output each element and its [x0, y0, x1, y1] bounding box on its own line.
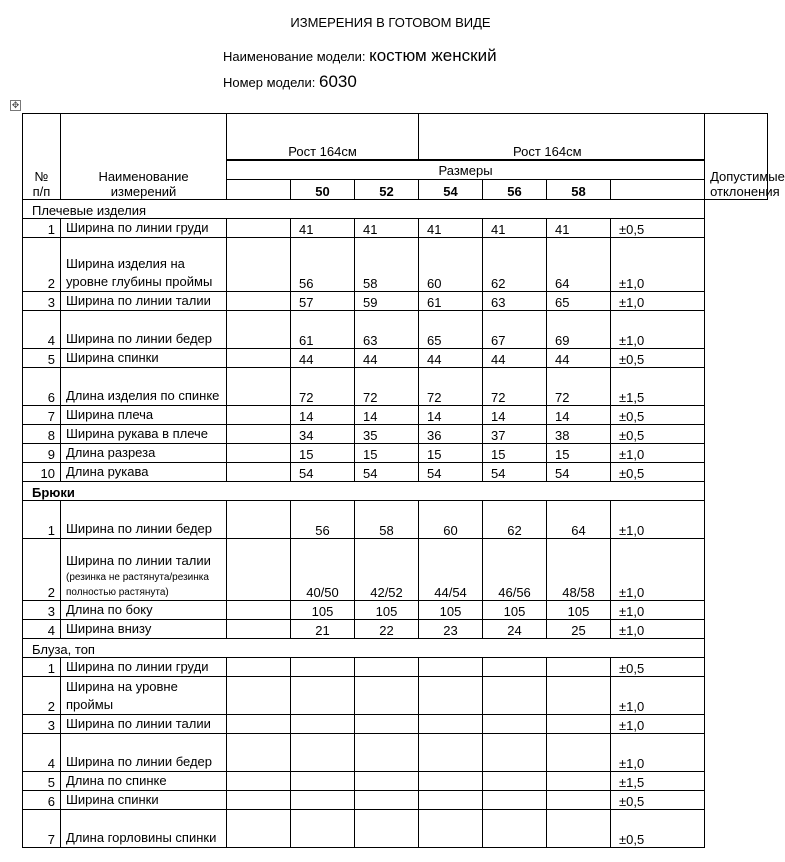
size-value-cell: 15 — [355, 444, 419, 463]
empty-cell — [227, 734, 291, 772]
row-number: 6 — [23, 368, 61, 406]
size-value-cell: 44 — [483, 349, 547, 368]
size-value-cell: 54 — [355, 463, 419, 482]
row-number: 1 — [23, 658, 61, 677]
measurement-name-text: Ширина внизу — [66, 621, 152, 636]
row-number: 1 — [23, 219, 61, 238]
size-value-cell: 37 — [483, 425, 547, 444]
measurement-name-text: Ширина рукава в плече — [66, 426, 209, 441]
size-header-cell: 58 — [547, 180, 611, 200]
document-title: ИЗМЕРЕНИЯ В ГОТОВОМ ВИДЕ — [290, 15, 491, 30]
size-value-cell: 41 — [355, 219, 419, 238]
size-value-cell: 69 — [547, 311, 611, 349]
measurement-name — [61, 219, 227, 238]
tolerance-cell: ±0,5 — [611, 219, 705, 238]
model-number-value: 6030 — [318, 72, 357, 91]
size-value-cell — [419, 734, 483, 772]
row-number: 10 — [23, 463, 61, 482]
measurement-name-text: Ширина спинки — [66, 792, 159, 807]
size-value-cell: 41 — [483, 219, 547, 238]
col-tolerance-header: Допустимые отклонения — [705, 114, 768, 200]
measurement-name — [61, 444, 227, 463]
size-value-cell: 44 — [547, 349, 611, 368]
size-value-cell: 56 — [291, 501, 355, 539]
row-number: 4 — [23, 620, 61, 639]
table-row — [23, 658, 768, 677]
row-number: 4 — [23, 311, 61, 349]
measurement-name — [61, 238, 227, 292]
size-value-cell: 44 — [291, 349, 355, 368]
measurement-name-text: Ширина по линии бедер — [66, 754, 213, 769]
tolerance-cell: ±1,0 — [611, 501, 705, 539]
size-value-cell: 34 — [291, 425, 355, 444]
table-row — [23, 715, 768, 734]
measurement-name-text: Ширина по линии бедер — [66, 331, 213, 346]
measurement-name — [61, 425, 227, 444]
row-number: 1 — [23, 501, 61, 539]
empty-cell — [227, 444, 291, 463]
measurements-table — [22, 113, 785, 848]
size-header-blank — [227, 180, 291, 200]
size-value-cell — [291, 715, 355, 734]
measurement-name — [61, 463, 227, 482]
size-value-cell — [483, 791, 547, 810]
empty-cell — [227, 715, 291, 734]
row-number: 7 — [23, 406, 61, 425]
measurement-name — [61, 715, 227, 734]
row-number: 2 — [23, 238, 61, 292]
size-value-cell: 56 — [291, 238, 355, 292]
size-value-cell: 58 — [355, 238, 419, 292]
measurement-name-text: Ширина по линии груди — [66, 220, 209, 235]
measurement-name-text: Ширина по линии талии — [66, 293, 211, 308]
size-header-cell: 54 — [419, 180, 483, 200]
tolerance-cell: ±0,5 — [611, 810, 705, 848]
size-value-cell: 54 — [419, 463, 483, 482]
measurement-name — [61, 368, 227, 406]
empty-cell — [227, 406, 291, 425]
row-number: 3 — [23, 292, 61, 311]
size-value-cell — [483, 677, 547, 715]
size-value-cell — [419, 677, 483, 715]
empty-cell — [227, 292, 291, 311]
size-value-cell: 65 — [547, 292, 611, 311]
table-row — [23, 734, 768, 772]
tolerance-cell: ±1,5 — [611, 772, 705, 791]
size-value-cell: 15 — [483, 444, 547, 463]
size-value-cell: 65 — [419, 311, 483, 349]
size-value-cell: 63 — [355, 311, 419, 349]
size-value-cell — [547, 772, 611, 791]
size-value-cell — [419, 810, 483, 848]
measurement-name-text: Длина разреза — [66, 445, 156, 460]
size-value-cell: 41 — [547, 219, 611, 238]
size-value-cell: 105 — [547, 601, 611, 620]
measurement-name-text: Длина по боку — [66, 602, 153, 617]
empty-cell — [227, 539, 291, 601]
size-value-cell — [355, 791, 419, 810]
table-row — [23, 601, 768, 620]
measurement-name — [61, 501, 227, 539]
tolerance-cell: ±1,0 — [611, 620, 705, 639]
tolerance-cell: ±1,0 — [611, 601, 705, 620]
row-number: 4 — [23, 734, 61, 772]
size-value-cell: 14 — [291, 406, 355, 425]
model-number-line — [223, 72, 357, 92]
size-value-cell: 21 — [291, 620, 355, 639]
size-value-cell — [547, 715, 611, 734]
row-number: 2 — [23, 539, 61, 601]
size-value-cell: 105 — [483, 601, 547, 620]
size-value-cell — [291, 772, 355, 791]
size-value-cell — [291, 677, 355, 715]
empty-cell — [227, 620, 291, 639]
row-number: 2 — [23, 677, 61, 715]
size-header-cell: 52 — [355, 180, 419, 200]
size-value-cell: 46/56 — [483, 539, 547, 601]
section-row — [23, 482, 768, 501]
model-name-line — [223, 46, 497, 66]
size-value-cell: 72 — [291, 368, 355, 406]
size-value-cell: 23 — [419, 620, 483, 639]
size-value-cell — [355, 715, 419, 734]
measurement-name-text: Ширина плеча — [66, 407, 154, 422]
measurement-name — [61, 292, 227, 311]
measurement-name-text: Ширина по линии бедер — [66, 521, 213, 536]
tolerance-cell: ±1,0 — [611, 677, 705, 715]
size-value-cell — [355, 677, 419, 715]
empty-cell — [227, 791, 291, 810]
table-row — [23, 311, 768, 349]
size-value-cell — [419, 658, 483, 677]
measurement-name — [61, 810, 227, 848]
size-value-cell: 105 — [355, 601, 419, 620]
table-move-handle-icon[interactable]: ✥ — [11, 100, 20, 110]
size-value-cell: 38 — [547, 425, 611, 444]
size-value-cell — [419, 791, 483, 810]
size-value-cell: 72 — [483, 368, 547, 406]
table-row — [23, 219, 768, 238]
measurement-name — [61, 620, 227, 639]
size-value-cell — [547, 791, 611, 810]
table-row — [23, 677, 768, 715]
table-row — [23, 368, 768, 406]
size-value-cell — [483, 810, 547, 848]
tolerance-cell: ±0,5 — [611, 406, 705, 425]
row-number: 6 — [23, 791, 61, 810]
growth-header-1: Рост 164см — [227, 114, 419, 160]
size-value-cell: 40/50 — [291, 539, 355, 601]
measurement-name-text: Ширина по линии талии — [66, 716, 211, 731]
empty-cell — [227, 658, 291, 677]
size-value-cell — [291, 734, 355, 772]
model-name-label: Наименование модели: — [223, 49, 366, 64]
size-value-cell: 72 — [355, 368, 419, 406]
size-value-cell: 36 — [419, 425, 483, 444]
section-row — [23, 639, 768, 658]
table-row — [23, 292, 768, 311]
size-value-cell: 15 — [547, 444, 611, 463]
size-value-cell: 54 — [483, 463, 547, 482]
row-number: 9 — [23, 444, 61, 463]
size-header-cell: 50 — [291, 180, 355, 200]
size-value-cell: 44 — [355, 349, 419, 368]
table-row — [23, 463, 768, 482]
size-value-cell — [419, 715, 483, 734]
size-value-cell — [355, 810, 419, 848]
row-number: 5 — [23, 772, 61, 791]
tolerance-cell: ±0,5 — [611, 463, 705, 482]
size-value-cell — [547, 677, 611, 715]
tolerance-cell: ±0,5 — [611, 425, 705, 444]
table-row — [23, 425, 768, 444]
size-value-cell: 54 — [291, 463, 355, 482]
measurement-name-text: Ширина по линии груди — [66, 659, 209, 674]
empty-cell — [227, 349, 291, 368]
tolerance-cell: ±0,5 — [611, 349, 705, 368]
size-value-cell: 44 — [419, 349, 483, 368]
tolerance-cell: ±0,5 — [611, 791, 705, 810]
size-value-cell: 63 — [483, 292, 547, 311]
size-value-cell: 105 — [291, 601, 355, 620]
size-value-cell: 15 — [419, 444, 483, 463]
measurement-name — [61, 311, 227, 349]
measurement-name — [61, 539, 227, 601]
empty-cell — [227, 238, 291, 292]
row-number: 3 — [23, 601, 61, 620]
tolerance-cell: ±1,0 — [611, 734, 705, 772]
size-value-cell: 62 — [483, 501, 547, 539]
size-value-cell: 14 — [355, 406, 419, 425]
row-number: 8 — [23, 425, 61, 444]
measurement-name — [61, 601, 227, 620]
size-value-cell: 72 — [547, 368, 611, 406]
size-value-cell: 61 — [291, 311, 355, 349]
size-value-cell: 64 — [547, 501, 611, 539]
size-value-cell — [291, 791, 355, 810]
tolerance-cell: ±1,0 — [611, 292, 705, 311]
size-value-cell — [355, 734, 419, 772]
sizes-header: Размеры — [227, 161, 705, 180]
size-value-cell — [419, 772, 483, 791]
table-row — [23, 772, 768, 791]
size-value-cell — [483, 658, 547, 677]
size-value-cell — [355, 658, 419, 677]
measurement-name — [61, 349, 227, 368]
empty-cell — [227, 501, 291, 539]
size-value-cell — [547, 658, 611, 677]
table-row — [23, 791, 768, 810]
empty-cell — [227, 810, 291, 848]
measurement-name — [61, 772, 227, 791]
size-value-cell: 44/54 — [419, 539, 483, 601]
size-value-cell: 41 — [291, 219, 355, 238]
size-value-cell: 58 — [355, 501, 419, 539]
size-value-cell: 60 — [419, 501, 483, 539]
size-value-cell — [547, 810, 611, 848]
measurement-name — [61, 406, 227, 425]
size-value-cell: 64 — [547, 238, 611, 292]
table-row — [23, 238, 768, 292]
size-value-cell — [483, 772, 547, 791]
empty-cell — [227, 463, 291, 482]
size-value-cell — [483, 715, 547, 734]
size-value-cell: 14 — [419, 406, 483, 425]
table-row — [23, 810, 768, 848]
tolerance-cell: ±1,0 — [611, 539, 705, 601]
model-number-label: Номер модели: — [223, 75, 316, 90]
size-value-cell: 14 — [547, 406, 611, 425]
size-value-cell: 35 — [355, 425, 419, 444]
size-value-cell — [291, 810, 355, 848]
section-title: Брюки — [23, 482, 705, 501]
measurement-name — [61, 658, 227, 677]
table-row — [23, 406, 768, 425]
table-row — [23, 444, 768, 463]
size-header-cell: 56 — [483, 180, 547, 200]
measurement-name-text: Длина изделия по спинке — [66, 388, 220, 403]
empty-cell — [227, 425, 291, 444]
empty-cell — [227, 677, 291, 715]
measurement-name — [61, 677, 227, 715]
table-row — [23, 539, 768, 601]
measurement-name-text: Длина по спинке — [66, 773, 167, 788]
section-title: Плечевые изделия — [23, 200, 705, 219]
size-value-cell: 24 — [483, 620, 547, 639]
table-row — [23, 620, 768, 639]
size-value-cell: 67 — [483, 311, 547, 349]
measurement-name-text: Длина горловины спинки — [66, 830, 217, 845]
size-value-cell: 105 — [419, 601, 483, 620]
measurement-note: (резинка не растянута/резинка полностью растянута) — [66, 572, 209, 598]
col-num-header: № п/п — [23, 114, 61, 200]
tolerance-cell: ±0,5 — [611, 658, 705, 677]
size-value-cell — [547, 734, 611, 772]
size-value-cell: 41 — [419, 219, 483, 238]
size-value-cell: 72 — [419, 368, 483, 406]
table-row — [23, 501, 768, 539]
empty-cell — [227, 368, 291, 406]
measurement-name — [61, 791, 227, 810]
tolerance-cell: ±1,0 — [611, 311, 705, 349]
size-value-cell: 22 — [355, 620, 419, 639]
size-value-cell: 14 — [483, 406, 547, 425]
model-name-value: костюм женский — [369, 46, 497, 65]
size-value-cell — [291, 658, 355, 677]
measurement-name-text: Ширина на уровне проймы — [66, 679, 178, 712]
measurement-name — [61, 734, 227, 772]
size-value-cell: 57 — [291, 292, 355, 311]
tolerance-cell: ±1,0 — [611, 715, 705, 734]
size-value-cell: 54 — [547, 463, 611, 482]
size-value-cell — [483, 734, 547, 772]
row-number: 5 — [23, 349, 61, 368]
size-value-cell — [355, 772, 419, 791]
empty-cell — [227, 219, 291, 238]
size-value-cell: 62 — [483, 238, 547, 292]
row-number: 7 — [23, 810, 61, 848]
col-name-header: Наименование измерений — [61, 114, 227, 200]
tolerance-cell: ±1,5 — [611, 368, 705, 406]
size-value-cell: 48/58 — [547, 539, 611, 601]
section-row — [23, 200, 768, 219]
section-title: Блуза, топ — [23, 639, 705, 658]
tolerance-cell: ±1,0 — [611, 444, 705, 463]
size-value-cell: 15 — [291, 444, 355, 463]
size-value-cell: 42/52 — [355, 539, 419, 601]
tolerance-cell: ±1,0 — [611, 238, 705, 292]
measurement-name-text: Ширина спинки — [66, 350, 159, 365]
empty-cell — [227, 772, 291, 791]
size-value-cell: 59 — [355, 292, 419, 311]
size-value-cell: 61 — [419, 292, 483, 311]
size-value-cell: 60 — [419, 238, 483, 292]
table-row — [23, 349, 768, 368]
row-number: 3 — [23, 715, 61, 734]
empty-cell — [227, 311, 291, 349]
growth-header-2: Рост 164см — [419, 114, 705, 160]
measurement-name-text: Ширина изделия на уровне глубины проймы — [66, 256, 213, 289]
measurement-name-text: Ширина по линии талии — [66, 553, 211, 568]
size-value-cell: 25 — [547, 620, 611, 639]
measurement-name-text: Длина рукава — [66, 464, 149, 479]
empty-cell — [227, 601, 291, 620]
